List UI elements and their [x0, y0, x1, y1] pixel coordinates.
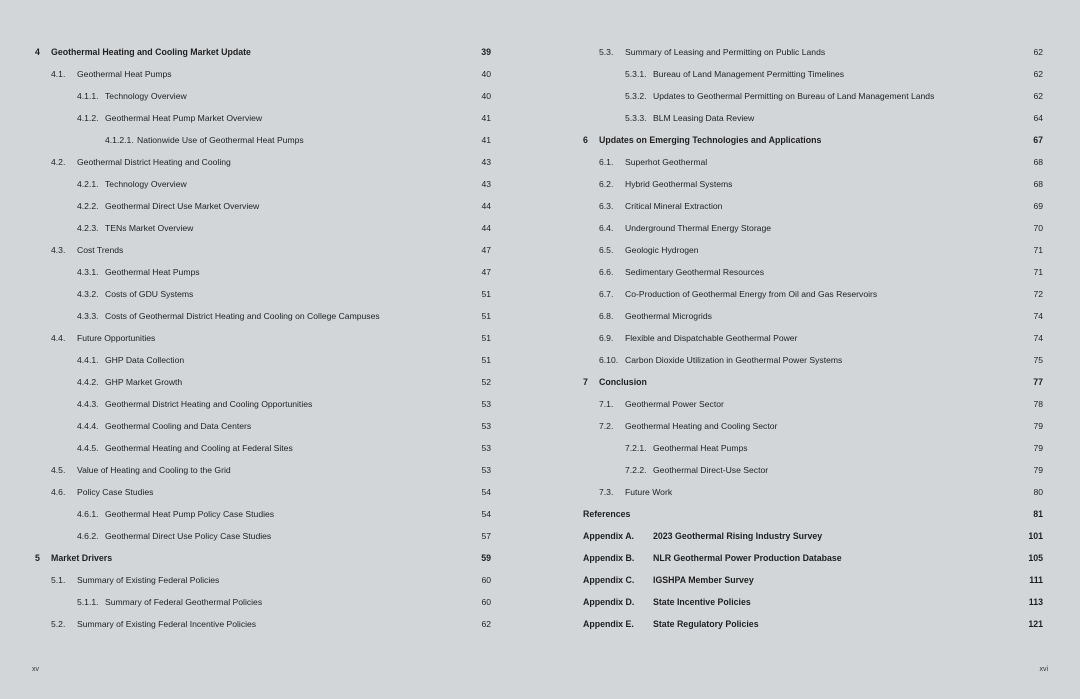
toc-entry-page: 62	[1033, 47, 1043, 57]
toc-entry-title: Geothermal Heating and Cooling Sector	[625, 421, 778, 431]
toc-entry[interactable]	[583, 462, 1043, 484]
toc-entry-title: Geothermal Cooling and Data Centers	[105, 421, 252, 431]
toc-entry-title: State Incentive Policies	[653, 597, 751, 607]
toc-entry-page: 113	[1028, 597, 1043, 607]
toc-entry-page: 68	[1033, 179, 1043, 189]
toc-entry-number: Appendix A.	[583, 531, 634, 541]
toc-entry-number: 4.4.4.	[77, 421, 99, 431]
toc-entry-page: 52	[481, 377, 491, 387]
toc-entry[interactable]	[583, 374, 1043, 396]
toc-entry[interactable]	[35, 264, 491, 286]
toc-entry[interactable]	[583, 176, 1043, 198]
toc-entry[interactable]	[35, 66, 491, 88]
toc-entry-page: 80	[1033, 487, 1043, 497]
toc-entry[interactable]	[583, 352, 1043, 374]
toc-entry-number: 4.1.	[51, 69, 66, 79]
toc-entry-page: 71	[1033, 245, 1043, 255]
toc-entry-number: 4.2.2.	[77, 201, 99, 211]
toc-entry[interactable]	[583, 506, 1043, 528]
toc-entry[interactable]	[35, 484, 491, 506]
toc-entry-title: Cost Trends	[77, 245, 124, 255]
toc-entry-title: IGSHPA Member Survey	[653, 575, 754, 585]
toc-entry[interactable]	[35, 286, 491, 308]
toc-entry-number: 4.6.1.	[77, 509, 99, 519]
toc-entry-number: 4.4.1.	[77, 355, 99, 365]
toc-entry-number: 7.2.2.	[625, 465, 647, 475]
toc-entry-number: Appendix E.	[583, 619, 634, 629]
toc-entry-page: 47	[481, 267, 491, 277]
toc-entry-page: 53	[481, 465, 491, 475]
toc-entry[interactable]	[583, 572, 1043, 594]
toc-entry-title: Geologic Hydrogen	[625, 245, 699, 255]
toc-entry-title: Hybrid Geothermal Systems	[625, 179, 733, 189]
toc-entry-page: 81	[1033, 509, 1043, 519]
toc-entry[interactable]	[583, 66, 1043, 88]
toc-entry-page: 54	[481, 509, 491, 519]
toc-entry-page: 62	[1033, 69, 1043, 79]
toc-entry-title: Summary of Federal Geothermal Policies	[105, 597, 263, 607]
toc-entry-page: 62	[1033, 91, 1043, 101]
toc-entry[interactable]	[583, 528, 1043, 550]
toc-entry[interactable]	[583, 484, 1043, 506]
toc-entry-title: Geothermal Heat Pumps	[653, 443, 748, 453]
toc-entry-title: References	[583, 509, 631, 519]
toc-entry-title: Summary of Existing Federal Policies	[77, 575, 220, 585]
toc-entry-title: Carbon Dioxide Utilization in Geothermal Power Systems	[625, 355, 843, 365]
toc-entry[interactable]	[583, 440, 1043, 462]
toc-entry-title: TENs Market Overview	[105, 223, 194, 233]
toc-entry[interactable]	[583, 308, 1043, 330]
toc-entry-number: 4.3.	[51, 245, 66, 255]
toc-entry[interactable]	[35, 418, 491, 440]
toc-entry-page: 70	[1033, 223, 1043, 233]
toc-entry[interactable]	[35, 550, 491, 572]
toc-entry-number: 4	[35, 47, 40, 57]
toc-entry-page: 51	[481, 333, 491, 343]
toc-entry[interactable]	[35, 198, 491, 220]
toc-entry[interactable]	[583, 418, 1043, 440]
toc-entry-title: Flexible and Dispatchable Geothermal Power	[625, 333, 798, 343]
toc-entry-title: Conclusion	[599, 377, 647, 387]
toc-entry-title: Co-Production of Geothermal Energy from Oil and Gas Reservoirs	[625, 289, 878, 299]
toc-entry-number: 4.1.2.	[77, 113, 99, 123]
toc-entry-page: 57	[481, 531, 491, 541]
toc-entry[interactable]	[583, 616, 1043, 638]
toc-entry-number: 7.3.	[599, 487, 614, 497]
toc-entry-title: Updates to Geothermal Permitting on Bureau of Land Management Lands	[653, 91, 935, 101]
toc-entry-page: 79	[1033, 465, 1043, 475]
toc-entry-number: 6.4.	[599, 223, 614, 233]
toc-entry-number: 4.4.	[51, 333, 66, 343]
toc-entry[interactable]	[583, 44, 1043, 66]
toc-entry[interactable]	[35, 616, 491, 638]
toc-entry[interactable]	[35, 352, 491, 374]
toc-entry-page: 79	[1033, 421, 1043, 431]
toc-entry-number: 4.6.	[51, 487, 66, 497]
toc-entry-title: Costs of GDU Systems	[105, 289, 194, 299]
toc-entry-title: Geothermal Power Sector	[625, 399, 724, 409]
toc-entry-number: 7	[583, 377, 588, 387]
toc-entry-title: Geothermal Heating and Cooling Market Update	[51, 47, 251, 57]
toc-entry[interactable]	[35, 132, 491, 154]
toc-entry[interactable]	[35, 396, 491, 418]
toc-entry-number: 5.3.1.	[625, 69, 647, 79]
toc-entry-page: 40	[481, 91, 491, 101]
toc-entry-page: 43	[481, 157, 491, 167]
toc-entry-title: Sedimentary Geothermal Resources	[625, 267, 764, 277]
toc-entry-page: 62	[481, 619, 491, 629]
toc-entry[interactable]	[583, 242, 1043, 264]
toc-entry-title: Bureau of Land Management Permitting Timelines	[653, 69, 845, 79]
toc-entry-page: 47	[481, 245, 491, 255]
toc-entry-number: 4.4.5.	[77, 443, 99, 453]
toc-entry-number: 5	[35, 553, 40, 563]
toc-entry-page: 71	[1033, 267, 1043, 277]
toc-entry-page: 69	[1033, 201, 1043, 211]
toc-entry-number: 4.2.	[51, 157, 66, 167]
toc-entry-number: Appendix B.	[583, 553, 635, 563]
toc-entry[interactable]	[35, 506, 491, 528]
toc-entry-title: Future Opportunities	[77, 333, 156, 343]
toc-entry-title: Technology Overview	[105, 179, 187, 189]
toc-entry-title: Geothermal Microgrids	[625, 311, 712, 321]
toc-entry-title: Geothermal Heat Pumps	[77, 69, 172, 79]
toc-entry-number: 7.2.1.	[625, 443, 647, 453]
toc-entry[interactable]	[583, 550, 1043, 572]
toc-entry-title: Geothermal Heat Pumps	[105, 267, 200, 277]
toc-entry-number: 5.3.2.	[625, 91, 647, 101]
toc-entry-page: 111	[1029, 575, 1043, 585]
toc-entry-number: 5.1.1.	[77, 597, 99, 607]
toc-entry-page: 60	[481, 597, 491, 607]
toc-entry-page: 74	[1033, 333, 1043, 343]
toc-entry-title: GHP Market Growth	[105, 377, 183, 387]
toc-entry-page: 39	[481, 47, 491, 57]
toc-right-column	[583, 44, 1043, 638]
toc-entry-page: 79	[1033, 443, 1043, 453]
toc-entry-title: BLM Leasing Data Review	[653, 113, 755, 123]
toc-entry-number: 6.10.	[599, 355, 619, 365]
toc-entry[interactable]	[583, 594, 1043, 616]
toc-entry[interactable]	[35, 154, 491, 176]
toc-entry-page: 60	[481, 575, 491, 585]
toc-entry-title: Geothermal Direct Use Policy Case Studies	[105, 531, 272, 541]
toc-entry-page: 121	[1028, 619, 1043, 629]
page-number-right: xvi	[1039, 666, 1048, 673]
toc-entry-page: 78	[1033, 399, 1043, 409]
toc-entry-page: 53	[481, 443, 491, 453]
toc-entry-number: 4.2.3.	[77, 223, 99, 233]
toc-entry-number: 6.8.	[599, 311, 614, 321]
toc-entry-page: 41	[481, 135, 491, 145]
toc-entry-number: 4.6.2.	[77, 531, 99, 541]
toc-entry-page: 74	[1033, 311, 1043, 321]
toc-entry-number: 4.4.2.	[77, 377, 99, 387]
toc-entry-title: Critical Mineral Extraction	[625, 201, 723, 211]
toc-entry-title: Geothermal Direct-Use Sector	[653, 465, 769, 475]
toc-entry-number: 4.3.3.	[77, 311, 99, 321]
toc-entry[interactable]	[35, 176, 491, 198]
toc-entry-page: 41	[481, 113, 491, 123]
toc-entry[interactable]	[583, 220, 1043, 242]
toc-entry-title: Underground Thermal Energy Storage	[625, 223, 772, 233]
toc-entry-title: Geothermal Direct Use Market Overview	[105, 201, 260, 211]
toc-entry-number: 4.5.	[51, 465, 66, 475]
toc-entry[interactable]	[35, 88, 491, 110]
toc-left-column	[35, 44, 491, 638]
toc-entry-page: 77	[1033, 377, 1043, 387]
toc-entry-number: 4.2.1.	[77, 179, 99, 189]
page-number-left: xv	[32, 666, 39, 673]
toc-entry-page: 75	[1033, 355, 1043, 365]
toc-entry-title: Geothermal Heating and Cooling at Federal Sites	[105, 443, 293, 453]
toc-entry-title: Nationwide Use of Geothermal Heat Pumps	[137, 135, 304, 145]
toc-entry-number: 6.1.	[599, 157, 614, 167]
toc-entry-title: Summary of Leasing and Permitting on Public Lands	[625, 47, 826, 57]
toc-entry-number: 6.3.	[599, 201, 614, 211]
toc-entry-page: 64	[1033, 113, 1043, 123]
toc-entry-page: 51	[481, 289, 491, 299]
toc-entry-page: 51	[481, 355, 491, 365]
toc-entry-title: Superhot Geothermal	[625, 157, 708, 167]
toc-entry[interactable]	[583, 154, 1043, 176]
toc-entry[interactable]	[583, 330, 1043, 352]
toc-entry[interactable]	[35, 220, 491, 242]
toc-entry[interactable]	[583, 132, 1043, 154]
toc-entry-number: 4.3.2.	[77, 289, 99, 299]
toc-entry-title: Geothermal District Heating and Cooling	[77, 157, 231, 167]
toc-entry-title: Geothermal Heat Pump Market Overview	[105, 113, 263, 123]
toc-entry-number: 6.6.	[599, 267, 614, 277]
toc-entry-number: 4.1.2.1.	[105, 135, 134, 145]
toc-entry[interactable]	[35, 374, 491, 396]
toc-entry-number: 4.4.3.	[77, 399, 99, 409]
toc-entry-title: Geothermal District Heating and Cooling Opportunities	[105, 399, 313, 409]
toc-entry-title: Technology Overview	[105, 91, 187, 101]
toc-entry-page: 53	[481, 421, 491, 431]
toc-entry-page: 54	[481, 487, 491, 497]
toc-entry-page: 44	[481, 223, 491, 233]
toc-entry[interactable]	[35, 44, 491, 66]
toc-entry-number: Appendix D.	[583, 597, 635, 607]
toc-entry-title: NLR Geothermal Power Production Database	[653, 553, 842, 563]
toc-entry[interactable]	[35, 110, 491, 132]
toc-entry[interactable]	[35, 308, 491, 330]
toc-entry-page: 101	[1028, 531, 1043, 541]
toc-entry[interactable]	[35, 440, 491, 462]
toc-entry-number: 5.3.	[599, 47, 614, 57]
toc-entry-page: 105	[1028, 553, 1043, 563]
toc-entry-number: 4.1.1.	[77, 91, 99, 101]
toc-entry-number: 5.2.	[51, 619, 66, 629]
toc-entry-number: 7.2.	[599, 421, 614, 431]
toc-entry-number: 4.3.1.	[77, 267, 99, 277]
toc-entry-number: 6.9.	[599, 333, 614, 343]
toc-entry[interactable]	[583, 88, 1043, 110]
toc-entry-page: 43	[481, 179, 491, 189]
toc-entry-page: 68	[1033, 157, 1043, 167]
toc-entry[interactable]	[35, 572, 491, 594]
toc-entry-number: 5.3.3.	[625, 113, 647, 123]
toc-entry-title: Future Work	[625, 487, 673, 497]
toc-entry[interactable]	[583, 396, 1043, 418]
toc-entry-number: 6	[583, 135, 588, 145]
toc-entry-title: Policy Case Studies	[77, 487, 154, 497]
toc-entry-number: 6.7.	[599, 289, 614, 299]
toc-entry-number: 6.5.	[599, 245, 614, 255]
toc-entry-title: GHP Data Collection	[105, 355, 185, 365]
toc-entry-number: 6.2.	[599, 179, 614, 189]
toc-entry[interactable]	[583, 264, 1043, 286]
toc-entry[interactable]	[35, 462, 491, 484]
toc-entry-title: Value of Heating and Cooling to the Grid	[77, 465, 231, 475]
toc-entry[interactable]	[35, 594, 491, 616]
toc-entry-title: Updates on Emerging Technologies and Applications	[599, 135, 822, 145]
toc-entry[interactable]	[583, 110, 1043, 132]
toc-entry-page: 53	[481, 399, 491, 409]
toc-entry-title: Summary of Existing Federal Incentive Policies	[77, 619, 257, 629]
toc-entry-title: State Regulatory Policies	[653, 619, 759, 629]
toc-entry-number: 7.1.	[599, 399, 614, 409]
toc-entry-title: Geothermal Heat Pump Policy Case Studies	[105, 509, 275, 519]
toc-entry-page: 44	[481, 201, 491, 211]
toc-entry[interactable]	[583, 198, 1043, 220]
toc-entry-title: Market Drivers	[51, 553, 113, 563]
toc-entry-page: 51	[481, 311, 491, 321]
toc-entry-number: Appendix C.	[583, 575, 635, 585]
toc-entry-number: 5.1.	[51, 575, 66, 585]
toc-entry-title: Costs of Geothermal District Heating and Cooling on College Campuses	[105, 311, 380, 321]
toc-entry-page: 40	[481, 69, 491, 79]
toc-entry-page: 67	[1033, 135, 1043, 145]
toc-entry[interactable]	[35, 330, 491, 352]
toc-entry-page: 72	[1033, 289, 1043, 299]
toc-entry[interactable]	[35, 242, 491, 264]
toc-entry-page: 59	[481, 553, 491, 563]
toc-entry-title: 2023 Geothermal Rising Industry Survey	[653, 531, 823, 541]
toc-entry[interactable]	[35, 528, 491, 550]
toc-entry[interactable]	[583, 286, 1043, 308]
